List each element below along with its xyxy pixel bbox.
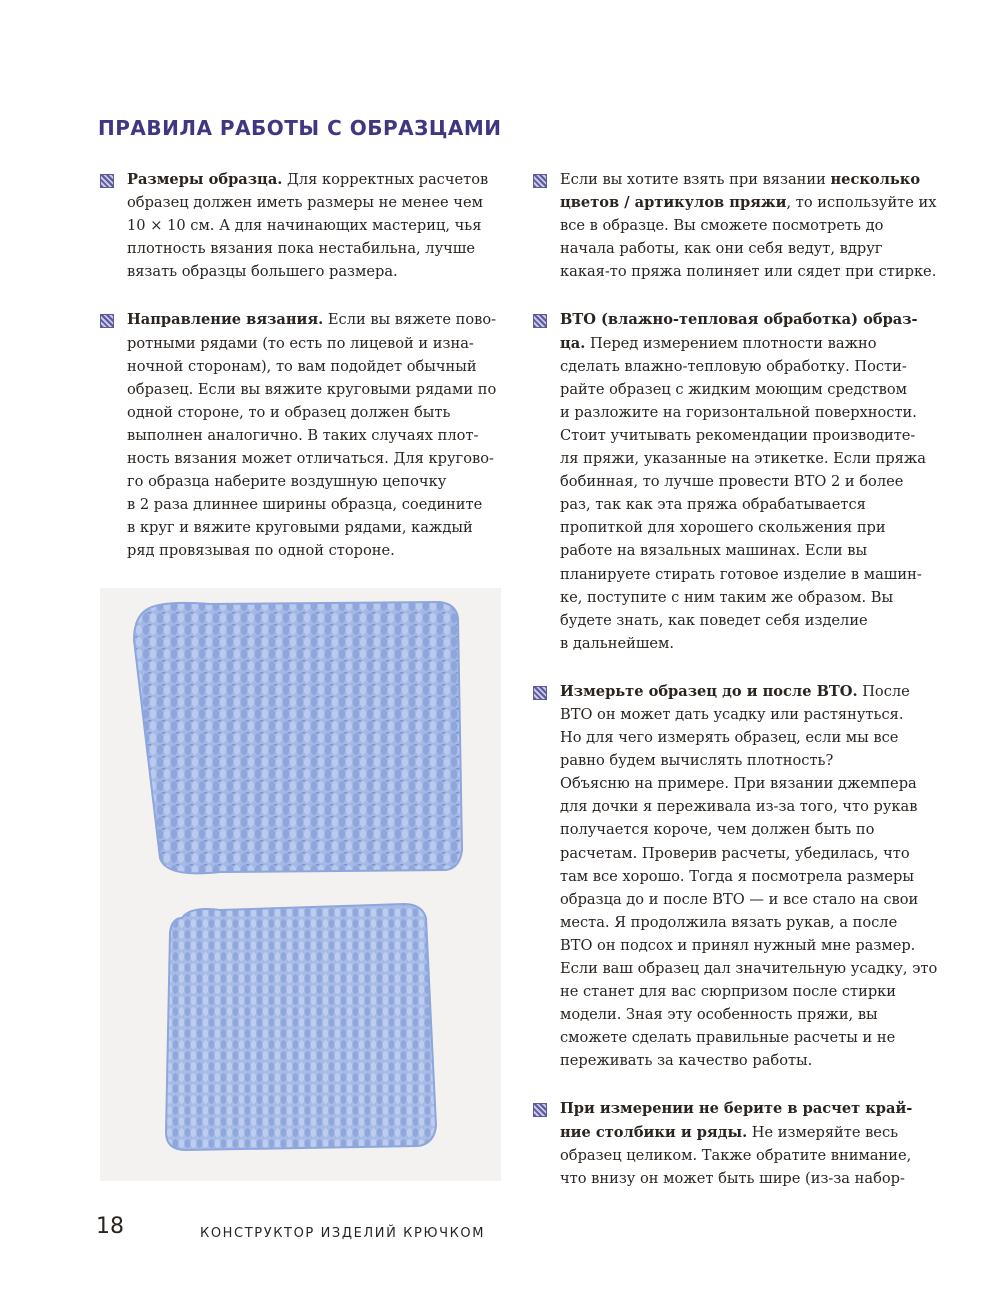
bullet-square-icon — [100, 314, 114, 328]
left-column — [100, 168, 498, 588]
bullet-edge-stitches: При измерении не берите в расчет край- ние столбики и ряды. Не измеряйте весь образец целиком. Также обратите внимание, что внизу он может быть шире (из-за набор- — [533, 1097, 935, 1189]
bullet-square-icon — [533, 686, 547, 700]
bullet-vto: ВТО (влажно-тепловая обработка) образ- ца. Перед измерением плотности важно сделать влажно-тепловую обработку. Пости- райте образец с жидким моющим средством и разложите на горизонтальной поверхности. Стоит учитывать рекомендации производите- ля пряжи, указанные на этикетке. Если пряжа бобинная, то лучше провести ВТО 2 и более раз, так как эта пряжа обрабатывается пропиткой для хорошего скольжения при работе на вязальных машинах. Если вы планируете стирать готовое изделие в машин- ке, поступите с ним таким же образом. Вы будете знать, как поведет себя изделие в дальнейшем. — [533, 308, 935, 654]
swatches-photo — [100, 588, 501, 1181]
running-footer-title: КОНСТРУКТОР ИЗДЕЛИЙ КРЮЧКОМ — [200, 1226, 486, 1241]
bullet-lead: Размеры образца. — [127, 171, 283, 188]
bullet-measure-before-after: Измерьте образец до и после ВТО. После ВТО он может дать усадку или растянуться. Но для чего измерять образец, если мы все равно будем вычислять плотность? Объясню на примере. При вязании джемпера для дочки я переживала из-за того, что рукав получается короче, чем должен быть по расчетам. Проверив расчеты, убедилась, что там все хорошо. Тогда я посмотрела размеры образца до и после ВТО — и все стало на свои места. Я продолжила вязать рукав, а после ВТО он подсох и принял нужный мне размер. Если ваш образец дал значительную усадку, это не станет для вас сюрпризом после стирки модели. Зная эту особенность пряжи, вы сможете сделать правильные расчеты и не переживать за качество работы. — [533, 680, 935, 1073]
page-title: ПРАВИЛА РАБОТЫ С ОБРАЗЦАМИ — [98, 116, 502, 140]
bullet-knit-direction: Направление вязания. Если вы вяжете пово- ротными рядами (то есть по лицевой и изна- ночной сторонам), то вам подойдет обычный образец. Если вы вяжите круговыми рядами по одной стороне, то и образец должен быть выполнен аналогично. В таких случаях плот- ность вязания может отличаться. Для кругово- го образца наберите воздушную цепочку в 2 раза длиннее ширины образца, соедините в круг и вяжите круговыми рядами, каждый ряд провязывая по одной стороне. — [100, 308, 498, 562]
bullet-square-icon — [533, 1103, 547, 1117]
swatch-after-vto — [166, 904, 436, 1150]
bullet-square-icon — [533, 174, 547, 188]
swatch-before-vto — [134, 602, 462, 873]
bullet-square-icon — [100, 174, 114, 188]
crochet-swatches-image — [100, 588, 501, 1181]
bullet-square-icon — [533, 314, 547, 328]
bullet-lead: Направление вязания. — [127, 311, 324, 329]
page-number: 18 — [96, 1214, 124, 1239]
bullet-multiple-yarns: Если вы хотите взять при вязании несколько цветов / артикулов пряжи, то используйте их все в образце. Вы сможете посмотреть до начала работы, как они себя ведут, вдруг какая-то пряжа полиняет или сядет при стирке. — [533, 168, 935, 283]
bullet-sample-size: Размеры образца. Для корректных расчетов образец должен иметь размеры не менее чем 10 × 10 см. А для начинающих мастериц, чья плотность вязания пока нестабильна, лучше вязать образцы большего размера. — [100, 168, 498, 283]
right-column — [533, 168, 938, 1215]
